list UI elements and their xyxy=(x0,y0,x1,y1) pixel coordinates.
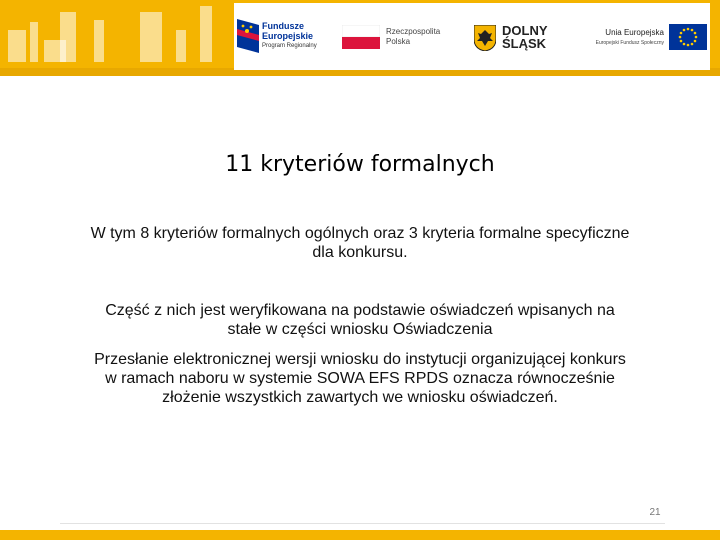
paragraph-line: złożenie wszystkich zawartych we wniosku oświadczeń. xyxy=(162,389,558,406)
logo-line: DOLNY xyxy=(502,23,548,38)
decorative-block xyxy=(8,30,26,62)
paragraph-submission xyxy=(40,350,680,407)
logo-line: Polska xyxy=(386,37,411,46)
decorative-block xyxy=(30,22,38,62)
logo-line: Fundusze xyxy=(262,21,304,31)
paragraph-line: dla konkursu. xyxy=(312,244,408,261)
logo-line: ŚLĄSK xyxy=(502,36,547,51)
logo-strip xyxy=(234,3,710,70)
polish-flag-icon xyxy=(342,25,380,49)
paragraph-line: Część z nich jest weryfikowana na podstawie oświadczeń wpisanych na xyxy=(105,302,615,319)
decorative-block xyxy=(200,6,212,62)
logo-unia-europejska xyxy=(592,3,710,70)
paragraph-line: stałe w części wniosku Oświadczenia xyxy=(227,321,493,338)
logo-dolny-slask xyxy=(472,3,562,70)
decorative-block xyxy=(140,12,162,62)
logo-line: Europejskie xyxy=(262,31,314,41)
decorative-block xyxy=(176,30,186,62)
paragraph-line: w ramach naboru w systemie SOWA EFS RPDS oznacza równocześnie xyxy=(105,370,615,387)
eu-flag-icon xyxy=(669,24,707,50)
decorative-block xyxy=(60,12,76,62)
logo-subline: Program Regionalny xyxy=(262,43,317,49)
page-number: 21 xyxy=(649,507,661,518)
paragraph-line: W tym 8 kryteriów formalnych ogólnych oraz 3 kryteria formalne specyficzne xyxy=(90,225,630,242)
decorative-block xyxy=(94,20,104,62)
footer-band xyxy=(0,530,720,540)
slide-title: 11 kryteriów formalnych xyxy=(225,152,495,177)
logo-rzeczpospolita-polska xyxy=(340,3,452,70)
logo-fundusze-europejskie xyxy=(234,3,334,70)
logo-subline: Europejski Fundusz Społeczny xyxy=(595,40,664,46)
paragraph-declarations xyxy=(40,301,680,339)
paragraph-line: Przesłanie elektronicznej wersji wniosku do instytucji organizującej konkurs xyxy=(94,351,626,368)
logo-line: Unia Europejska xyxy=(605,28,664,37)
logo-line: Rzeczpospolita xyxy=(386,27,441,36)
footer-divider xyxy=(60,523,665,524)
dolny-slask-coat-of-arms-icon xyxy=(474,25,496,51)
fundusze-europejskie-emblem-icon xyxy=(237,19,259,53)
paragraph-criteria xyxy=(40,224,680,262)
